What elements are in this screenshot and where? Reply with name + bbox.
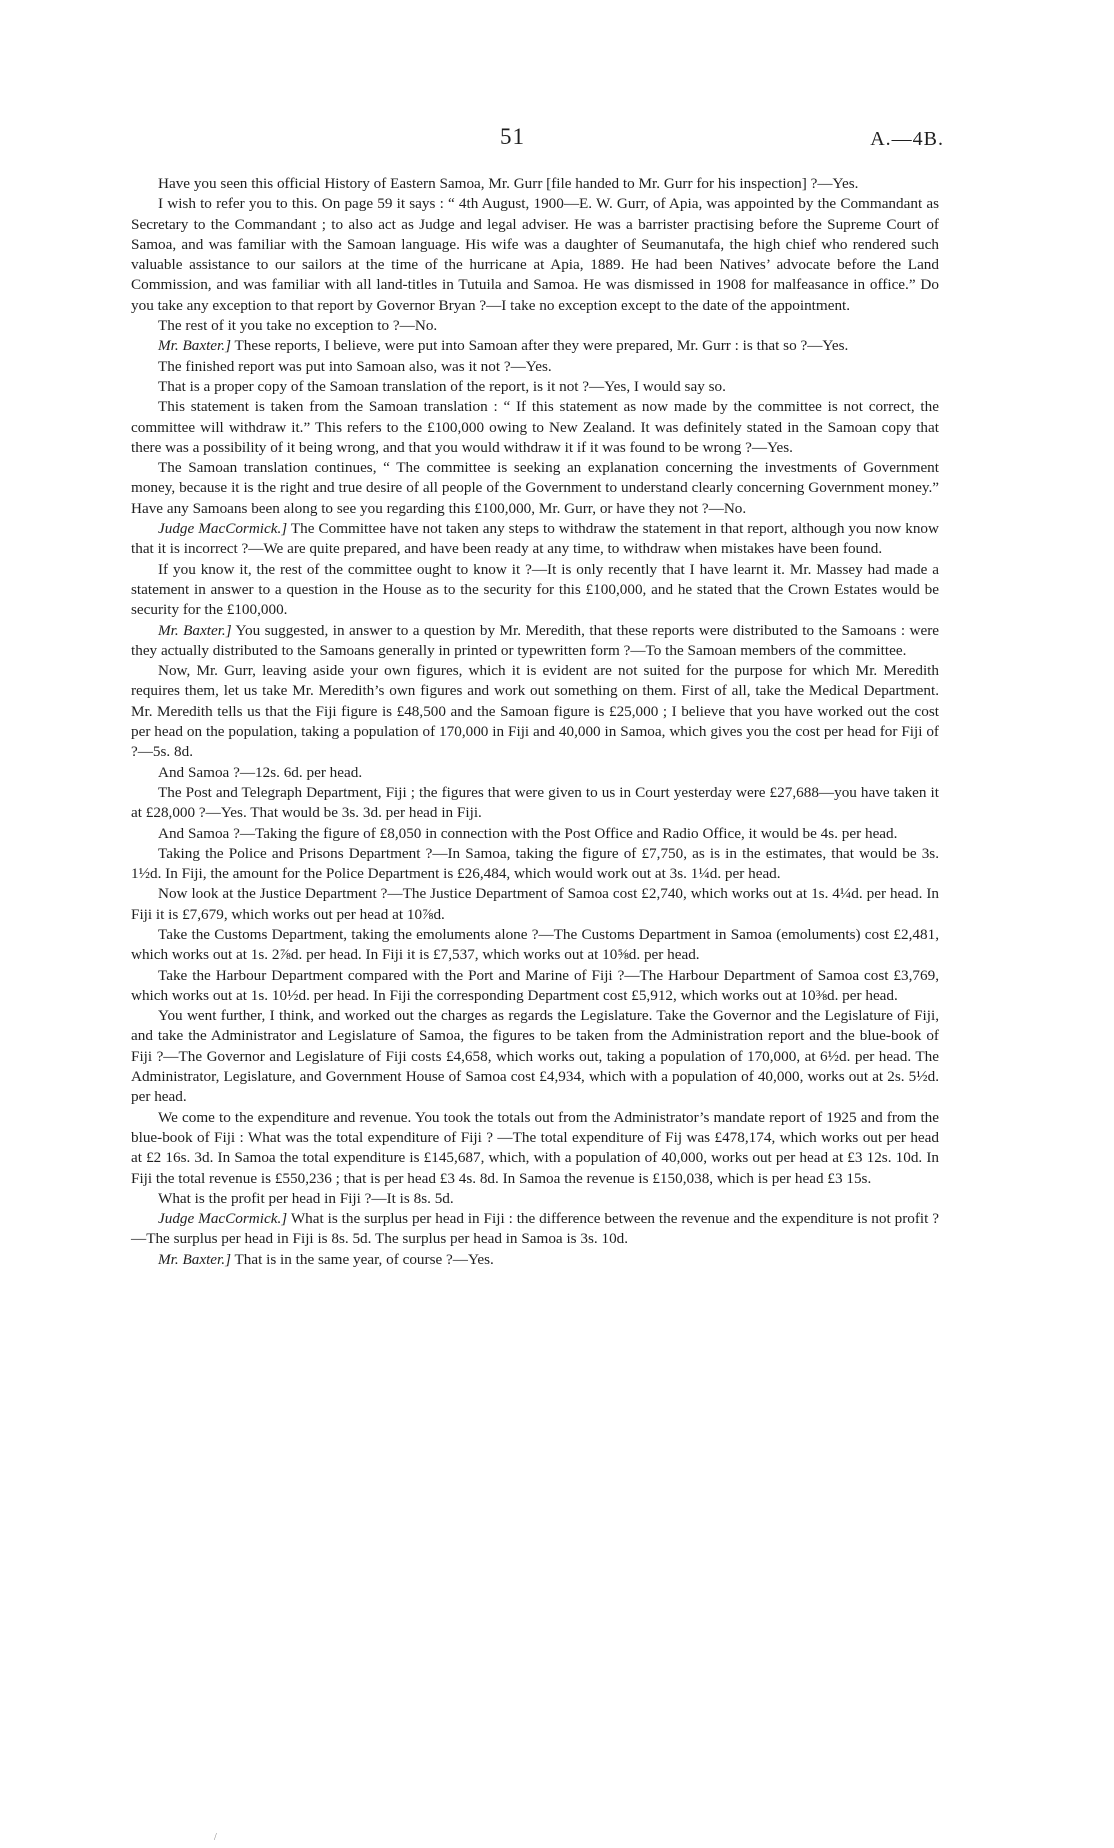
- paragraph-text: And Samoa ?—12s. 6d. per head.: [158, 763, 363, 781]
- paragraph-text: If you know it, the rest of the committee ought to know it ?—It is only recently that I have learnt it. Mr. Massey had made a statement in answer to a question in the House as to the security for this £100,000, and he stated that the Crown Estates would be security for the £100,000.: [131, 560, 939, 619]
- paragraph-text: The Samoan translation continues, “ The committee is seeking an explanation concerning the investments of Government money, because it is the right and true desire of all people of the Government to understand clearly concerning Government money.” Have any Samoans been along to see you regarding this £100,000, Mr. Gurr, or have they not ?—No.: [131, 459, 939, 517]
- transcript-paragraph: [131, 621, 939, 662]
- transcript-paragraph: [131, 357, 939, 377]
- transcript-paragraph: [131, 397, 939, 458]
- paragraph-text: Now look at the Justice Department ?—The Justice Department of Samoa cost £2,740, which works out at 1s. 4¼d. per head. In Fiji it is £7,679, which works out per head at 10⅞d.: [131, 885, 939, 923]
- transcript-paragraph: [131, 174, 939, 194]
- transcript-paragraph: [131, 336, 939, 356]
- speaker-label: Mr. Baxter.]: [158, 621, 232, 639]
- transcript-paragraph: [131, 458, 939, 519]
- transcript-paragraph: [131, 1189, 939, 1209]
- paragraph-text: The rest of it you take no exception to ?—No.: [158, 317, 438, 335]
- paragraph-text: You went further, I think, and worked out the charges as regards the Legislature. Take the Governor and the Legislature of Fiji, and take the Administrator and Legislature of Samoa, the figures to be taken from the Administration report and the blue-book of Fiji ?—The Governor and Legislature of Fiji costs £4,658, which works out, taking a population of 170,000, at 6½d. per head. The Administrator, Legislature, and Government House of Samoa cost £4,934, which with a population of 40,000, works out at 2s. 5½d. per head.: [131, 1007, 939, 1106]
- transcript-paragraph: [131, 377, 939, 397]
- speaker-label: Mr. Baxter.]: [158, 337, 231, 355]
- paragraph-text: Now, Mr. Gurr, leaving aside your own figures, which it is evident are not suited for the purpose for which Mr. Meredith requires them, let us take Mr. Meredith’s own figures and work out something on them. First of all, take the Medical Department. Mr. Meredith tells us that the Fiji figure is £48,500 and the Samoan figure is £25,000 ; I believe that you have worked out the cost per head on the population, taking a population of 170,000 in Fiji and 40,000 in Samoa, which gives you the cost per head for Fiji of ?—5s. 8d.: [131, 662, 939, 761]
- transcript-paragraph: [131, 1108, 939, 1189]
- paragraph-text: That is in the same year, of course ?—Yes.: [230, 1250, 494, 1268]
- paragraph-text: What is the surplus per head in Fiji : the difference between the revenue and the expenditure is not profit ?—The surplus per head in Fiji is 8s. 5d. The surplus per head in Samoa is 3s. 10d.: [131, 1210, 940, 1248]
- transcript-paragraph: [131, 1006, 939, 1107]
- page-number: 51: [500, 124, 525, 149]
- transcript-paragraph: [131, 925, 939, 966]
- transcript-paragraph: [131, 763, 939, 783]
- transcript-paragraph: [131, 316, 939, 336]
- margin-mark: /: [214, 1832, 217, 1843]
- speaker-label: Mr. Baxter.]: [158, 1250, 231, 1268]
- transcript-paragraph: [131, 661, 939, 762]
- transcript-paragraph: [131, 194, 939, 316]
- paragraph-text: That is a proper copy of the Samoan translation of the report, is it not ?—Yes, I would say so.: [158, 377, 726, 395]
- paragraph-text: And Samoa ?—Taking the figure of £8,050 in connection with the Post Office and Radio Office, it would be 4s. per head.: [158, 824, 898, 842]
- speaker-label: Judge MacCormick.]: [158, 520, 288, 538]
- transcript-paragraph: [131, 1250, 939, 1270]
- paragraph-text: Take the Customs Department, taking the emoluments alone ?—The Customs Department in Samoa (emoluments) cost £2,481, which works out at 1s. 2⅞d. per head. In Fiji it is £7,537, which works out at 10⅝d. per head.: [131, 925, 939, 964]
- paragraph-text: The Post and Telegraph Department, Fiji ; the figures that were given to us in Court yesterday were £27,688—you have taken it at £28,000 ?—Yes. That would be 3s. 3d. per head in Fiji.: [131, 783, 939, 822]
- paragraph-text: Have you seen this official History of Eastern Samoa, Mr. Gurr [file handed to Mr. Gurr for his inspection] ?—Yes.: [158, 175, 859, 192]
- transcript-paragraph: [131, 1209, 939, 1250]
- document-reference: A.—4B.: [870, 128, 944, 150]
- transcript-paragraph: [131, 966, 939, 1007]
- paragraph-text: You suggested, in answer to a question by Mr. Meredith, that these reports were distributed to the Samoans : were they actually distributed to the Samoans generally in printed or typewritten form ?—To the Samoan members of the committee.: [131, 621, 939, 659]
- speaker-label: Judge MacCormick.]: [158, 1210, 288, 1228]
- transcript-paragraph: [131, 560, 939, 621]
- transcript-paragraph: [131, 824, 939, 844]
- transcript-paragraph: [131, 844, 939, 885]
- paragraph-text: Taking the Police and Prisons Department ?—In Samoa, taking the figure of £7,750, as is in the estimates, that would be 3s. 1½d. In Fiji, the amount for the Police Department is £26,484, which would work out at 3s. 1¼d. per head.: [131, 844, 939, 883]
- paragraph-text: The finished report was put into Samoan also, was it not ?—Yes.: [158, 357, 552, 375]
- paragraph-text: This statement is taken from the Samoan translation : “ If this statement as now made by the committee is not correct, the committee will withdraw it.” This refers to the £100,000 owing to New Zealand. It was definitely stated in the Samoan copy that there was a possibility of it being wrong, and that you would withdraw it if it was found to be wrong ?—Yes.: [131, 398, 939, 456]
- transcript-paragraph: [131, 783, 939, 824]
- paragraph-text: Take the Harbour Department compared with the Port and Marine of Fiji ?—The Harbour Department of Samoa cost £3,769, which works out at 1s. 10½d. per head. In Fiji the corresponding Department cost £5,912, which works out at 10⅜d. per head.: [131, 966, 939, 1004]
- paragraph-text: These reports, I believe, were put into Samoan after they were prepared, Mr. Gurr : is that so ?—Yes.: [230, 337, 849, 355]
- paragraph-text: The Committee have not taken any steps to withdraw the statement in that report, although you now know that it is incorrect ?—We are quite prepared, and have been ready at any time, to withdraw when mistakes have been found.: [131, 520, 939, 558]
- paragraph-text: I wish to refer you to this. On page 59 it says : “ 4th August, 1900—E. W. Gurr, of Apia, was appointed by the Commandant as Secretary to the Commandant ; to also act as Judge and legal adviser. He was a barrister practising before the Supreme Court of Samoa, and was familiar with the Samoan language. His wife was a daughter of Seumanutafa, the high chief who rendered such valuable assistance to our sailors at the time of the hurricane at Apia, 1889. He had been Natives’ advocate before the Land Commission, and was familiar with all land-titles in Tutuila and Samoa. He was dismissed in 1908 for malfeasance in office.” Do you take any exception to that report by Governor Bryan ?—I take no exception except to the date of the appointment.: [131, 195, 939, 314]
- transcript-body: [131, 174, 939, 1270]
- transcript-paragraph: [131, 884, 939, 925]
- transcript-paragraph: [131, 519, 939, 560]
- paragraph-text: We come to the expenditure and revenue. You took the totals out from the Administrator’s mandate report of 1925 and from the blue-book of Fiji : What was the total expenditure of Fiji ? —The total expenditure of Fij was £478,174, which works out per head at £2 16s. 3d. In Samoa the total expenditure is £145,687, which, with a population of 40,000, works out per head at £3 12s. 10d. In Fiji the total revenue is £550,236 ; that is per head £3 4s. 8d. In Samoa the revenue is £150,038, which is per head £3 15s.: [131, 1108, 939, 1187]
- paragraph-text: What is the profit per head in Fiji ?—It is 8s. 5d.: [158, 1189, 454, 1207]
